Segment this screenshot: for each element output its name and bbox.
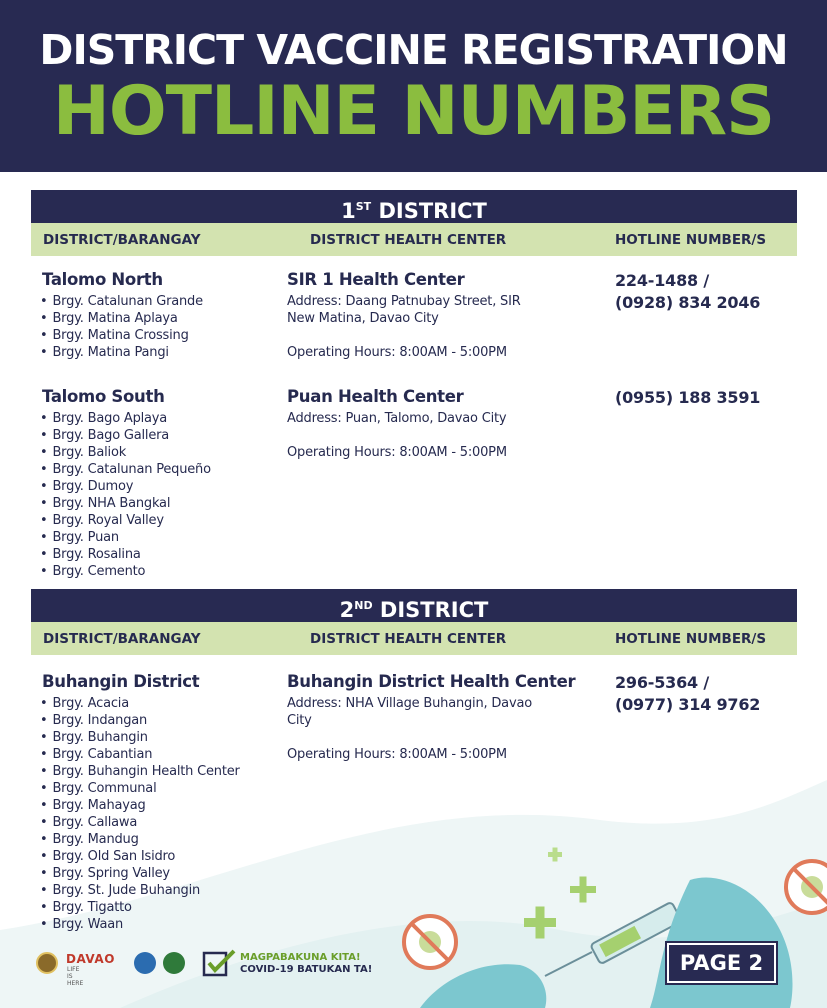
barangay-group (42, 387, 211, 580)
health-center-block (287, 387, 537, 461)
list-item: • Brgy. Bago Aplaya (42, 410, 211, 427)
district-2-column-headers (31, 622, 797, 655)
list-item: • Brgy. Callawa (42, 814, 240, 831)
hotline-block (615, 387, 760, 409)
campaign-badge (202, 949, 373, 983)
list-item: • Brgy. Tigatto (42, 899, 240, 916)
list-item: • Brgy. Royal Valley (42, 512, 211, 529)
no-virus-icon (786, 861, 827, 913)
barangay-list (42, 695, 240, 933)
health-center-address: Address: Puan, Talomo, Davao City (287, 411, 507, 426)
list-item: • Brgy. Buhangin (42, 729, 240, 746)
davao-logo: DAVAO (66, 952, 115, 966)
hotline-block (615, 672, 760, 716)
health-center-name: SIR 1 Health Center (287, 270, 465, 289)
hotline-block (615, 270, 760, 314)
district-2-heading: 2ND DISTRICT (31, 589, 797, 622)
list-item: • Brgy. Indangan (42, 712, 240, 729)
title-line-1: DISTRICT VACCINE REGISTRATION (39, 26, 788, 74)
operating-hours: Operating Hours: 8:00AM - 5:00PM (287, 445, 507, 460)
agency-logo (163, 952, 185, 974)
health-center-block (287, 672, 575, 763)
health-center-address: Address: NHA Village Buhangin, Davao City (287, 696, 532, 728)
col-barangay: DISTRICT/BARANGAY (43, 232, 201, 248)
campaign-line-1: MAGPABAKUNA KITA! (240, 952, 361, 963)
list-item: • Brgy. Rosalina (42, 546, 211, 563)
list-item: • Brgy. Mahayag (42, 797, 240, 814)
barangay-group (42, 270, 203, 361)
district-1-column-headers (31, 223, 797, 256)
hotline-number[interactable]: 296-5364 / (615, 673, 709, 692)
district-name: Talomo South (42, 387, 165, 406)
list-item: • Brgy. Buhangin Health Center (42, 763, 240, 780)
list-item: • Brgy. Matina Pangi (42, 344, 203, 361)
barangay-group (42, 672, 240, 933)
title-line-2: HOTLINE NUMBERS (52, 72, 775, 151)
list-item: • Brgy. Spring Valley (42, 865, 240, 882)
list-item: • Brgy. Catalunan Grande (42, 293, 203, 310)
list-item: • Brgy. Cemento (42, 563, 211, 580)
davao-tagline: LIFE IS HERE (67, 966, 84, 987)
city-seal-logo (36, 952, 58, 974)
health-center-name: Puan Health Center (287, 387, 464, 406)
list-item: • Brgy. Puan (42, 529, 211, 546)
hotline-number[interactable]: 224-1488 / (615, 271, 709, 290)
list-item: • Brgy. Communal (42, 780, 240, 797)
col-health-center: DISTRICT HEALTH CENTER (310, 232, 507, 248)
list-item: • Brgy. Acacia (42, 695, 240, 712)
list-item: • Brgy. St. Jude Buhangin (42, 882, 240, 899)
list-item: • Brgy. Bago Gallera (42, 427, 211, 444)
list-item: • Brgy. Baliok (42, 444, 211, 461)
page-number-badge: PAGE 2 (667, 943, 776, 983)
district-name: Buhangin District (42, 672, 200, 691)
barangay-list (42, 410, 211, 580)
header-banner (0, 0, 827, 172)
health-center-address: Address: Daang Patnubay Street, SIR New Matina, Davao City (287, 294, 521, 326)
no-virus-icon (404, 916, 456, 968)
hotline-number[interactable]: (0955) 188 3591 (615, 388, 761, 407)
list-item: • Brgy. Waan (42, 916, 240, 933)
list-item: • Brgy. Catalunan Pequeño (42, 461, 211, 478)
list-item: • Brgy. Dumoy (42, 478, 211, 495)
operating-hours: Operating Hours: 8:00AM - 5:00PM (287, 747, 507, 762)
checkbox-icon (202, 949, 238, 979)
col-health-center: DISTRICT HEALTH CENTER (310, 631, 507, 647)
barangay-list (42, 293, 203, 361)
health-center-name: Buhangin District Health Center (287, 672, 576, 691)
list-item: • Brgy. Old San Isidro (42, 848, 240, 865)
district-name: Talomo North (42, 270, 163, 289)
list-item: • Brgy. Mandug (42, 831, 240, 848)
agency-logo (134, 952, 156, 974)
district-1-heading: 1ST DISTRICT (31, 190, 797, 223)
list-item: • Brgy. Matina Aplaya (42, 310, 203, 327)
health-center-block (287, 270, 537, 361)
list-item: • Brgy. Cabantian (42, 746, 240, 763)
list-item: • Brgy. Matina Crossing (42, 327, 203, 344)
hotline-number[interactable]: (0928) 834 2046 (615, 293, 761, 312)
col-barangay: DISTRICT/BARANGAY (43, 631, 201, 647)
col-hotline: HOTLINE NUMBER/S (615, 232, 767, 248)
operating-hours: Operating Hours: 8:00AM - 5:00PM (287, 345, 507, 360)
hotline-number[interactable]: (0977) 314 9762 (615, 695, 761, 714)
col-hotline: HOTLINE NUMBER/S (615, 631, 767, 647)
list-item: • Brgy. NHA Bangkal (42, 495, 211, 512)
campaign-line-2: COVID-19 BATUKAN TA! (240, 964, 373, 975)
